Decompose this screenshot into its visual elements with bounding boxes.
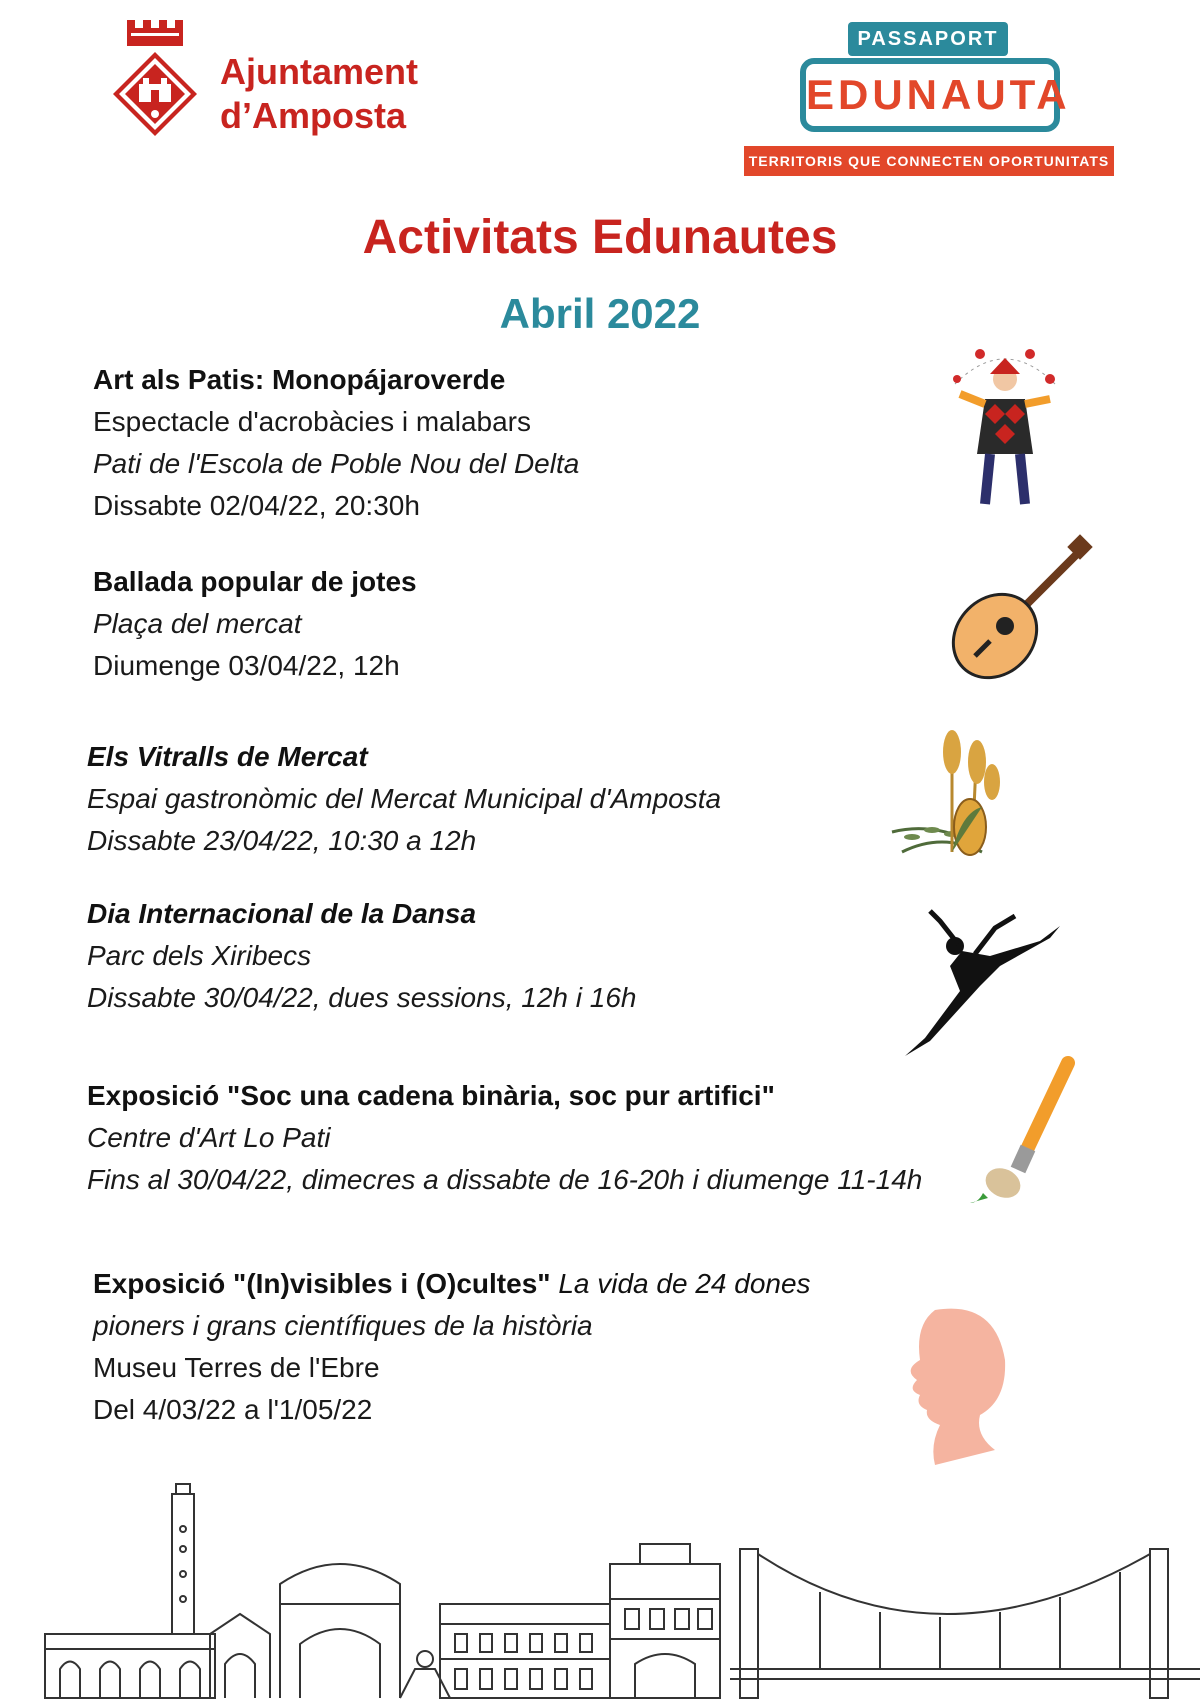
- paintbrush-icon: [968, 1058, 1078, 1208]
- event-date: Dissabte 23/04/22, 10:30 a 12h: [87, 825, 477, 856]
- dancer-icon: [900, 906, 1070, 1061]
- event-place: Espai gastronòmic del Mercat Municipal d'Amposta: [87, 783, 722, 814]
- event-date: Fins al 30/04/22, dimecres a dissabte de 16-20h i diumenge 11-14h: [87, 1164, 923, 1195]
- event-title-extra: La vida de 24 dones: [558, 1268, 811, 1299]
- event-title-line: [93, 1263, 811, 1305]
- city-name-line1: Ajuntament: [220, 51, 418, 92]
- event-item: [93, 561, 417, 687]
- event-title: Exposició "Soc una cadena binària, soc pur artifici": [87, 1080, 775, 1111]
- event-item: [87, 893, 636, 1019]
- ajuntament-name: [220, 50, 418, 138]
- city-name-line2: d’Amposta: [220, 95, 407, 136]
- page-subtitle: Abril 2022: [499, 290, 701, 337]
- event-item: [93, 359, 579, 527]
- event-place: Museu Terres de l'Ebre: [93, 1352, 380, 1383]
- event-item: [87, 736, 721, 862]
- event-item: [93, 1263, 811, 1431]
- city-skyline-illustration: [40, 1484, 1200, 1703]
- event-description: pioners i grans científiques de la història: [93, 1310, 593, 1341]
- page-title: Activitats Edunautes: [362, 211, 838, 264]
- wheat-corn-icon: [882, 712, 1022, 877]
- event-title: Els Vitralls de Mercat: [87, 741, 368, 772]
- event-description: Espectacle d'acrobàcies i malabars: [93, 406, 532, 437]
- event-date: Diumenge 03/04/22, 12h: [93, 650, 400, 681]
- event-date: Del 4/03/22 a l'1/05/22: [93, 1394, 373, 1425]
- event-place: Parc dels Xiribecs: [87, 940, 312, 971]
- guitar-icon: [945, 536, 1095, 691]
- event-title: Ballada popular de jotes: [93, 566, 417, 597]
- passport-brand: EDUNAUTA: [800, 58, 1060, 132]
- event-place: Centre d'Art Lo Pati: [87, 1122, 331, 1153]
- event-place: Pati de l'Escola de Poble Nou del Delta: [93, 448, 580, 479]
- event-title: Dia Internacional de la Dansa: [87, 898, 477, 929]
- event-place: Plaça del mercat: [93, 608, 302, 639]
- event-date: Dissabte 02/04/22, 20:30h: [93, 490, 420, 521]
- event-date: Dissabte 30/04/22, dues sessions, 12h i 16h: [87, 982, 637, 1013]
- event-item: [87, 1075, 922, 1201]
- event-title: Exposició "(In)visibles i (O)cultes": [93, 1268, 551, 1299]
- passport-label: PASSAPORT: [848, 22, 1008, 56]
- event-title: Art als Patis: Monopájaroverde: [93, 364, 506, 395]
- passport-tagline: TERRITORIS QUE CONNECTEN OPORTUNITATS: [744, 146, 1114, 176]
- coat-of-arms-icon: [105, 20, 215, 150]
- juggler-icon: [945, 344, 1065, 519]
- silhouette-head-icon: [895, 1300, 1015, 1475]
